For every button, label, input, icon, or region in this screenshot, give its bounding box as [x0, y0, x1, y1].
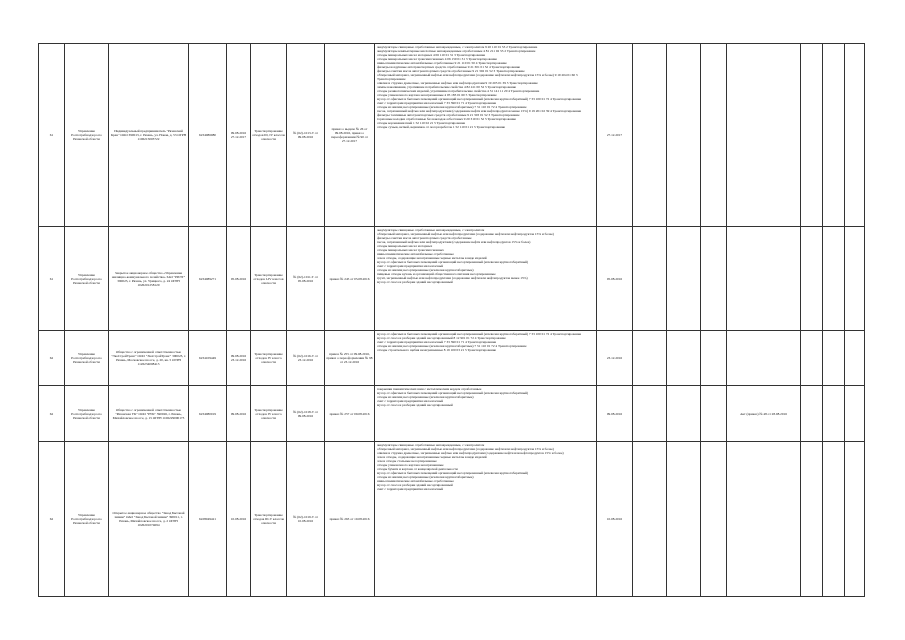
waste-item: покрышки пневматических шин с металлическим кордом отработанные	[377, 387, 482, 391]
registry-table	[38, 43, 865, 597]
row-number: 61	[39, 44, 65, 227]
note-cell	[727, 44, 801, 227]
authority-cell: Управление Роспотребнадзора по Рязанской области	[65, 227, 109, 331]
extra-date-cell: 23.12.2016	[597, 331, 633, 386]
table-row	[39, 442, 865, 597]
owner-cell: Индивидуальный предприниматель "Рязанский Кран" ООО 390013, г. Рязань, ул. Новая, д. 53 ОГРН 1106215003722	[109, 44, 189, 227]
note-cell: Акт (приказ) № 48 от 28.08.2016	[727, 386, 801, 442]
waste-item: аккумуляторы свинцовые отработанные неповрежденные, с электролитом	[377, 228, 485, 232]
waste-item: смет с территории предприятия малоопасный	[377, 264, 444, 268]
row-number: 62	[39, 442, 65, 597]
empty-cell	[845, 331, 865, 386]
waste-item: отходы минеральных масел трансмиссионных 4 06 150 01 31 3 Транспортирование	[377, 57, 497, 61]
empty-cell	[633, 386, 667, 442]
empty-cell	[667, 227, 701, 331]
inn-cell: 6234089271	[189, 227, 227, 331]
inn-cell: 6234109449	[189, 331, 227, 386]
waste-item: смет с территории предприятия малоопасный	[377, 399, 444, 403]
order-cell: приказ № 263 от 10.08.2016	[325, 442, 375, 597]
empty-cell	[667, 331, 701, 386]
waste-items-cell	[375, 227, 597, 331]
waste-item: отходы из жилищ несортированные (исключая крупногабаритные) 7 31 110 01 72 4 Транспортирование	[377, 344, 527, 348]
waste-item: мусор от офисных и бытовых помещений организаций несортированный (исключая крупногабаритный) 7 33 100 01 72 4 Транспортирование	[377, 97, 582, 101]
extra-date-cell: 09.08.2016	[597, 386, 633, 442]
waste-item: лампы накаливания, утратившие потребительские свойства 4 82 411 00 52 5 Транспортирование	[377, 85, 517, 89]
authority-cell: Управление Роспотребнадзора по Рязанской области	[65, 442, 109, 597]
waste-item: отходы из жилищ несортированные (исключая крупногабаритные)	[377, 395, 474, 399]
activity-cell: Транспортирование отходов IV класса опасности	[251, 386, 287, 442]
waste-item: мусор от офисных и бытовых помещений организаций несортированный (исключая крупногабаритный)	[377, 471, 529, 475]
waste-item: отходы минеральных масел моторных 4 06 110 01 31 3 Транспортирование	[377, 53, 486, 57]
waste-item: песок, загрязненный нефтью или нефтепродуктами (содержание нефти или нефтепродуктов менее 15%) 9 19 201 02 39 4 Транспортирование	[377, 109, 582, 113]
waste-item: отходы минеральных масел трансмиссионных	[377, 248, 444, 252]
empty-cell	[667, 442, 701, 597]
inn-cell: 6228049421	[189, 442, 227, 597]
waste-item: пищевые отходы кухонь и организаций общественного питания несортированные	[377, 272, 496, 276]
owner-cell: Открытое акционерное общество "Завод Бытовой химии" ОАО "Завод Бытовой химии" 390011, г. Рязань, Михайловское шоссе, д. 2 ОГРН 1026201074694	[109, 442, 189, 597]
waste-item: тормозные колодки отработанные без накладок асбестовых 9 20 310 01 52 5 Транспортирование	[377, 117, 516, 121]
waste-item: обтирочный материал, загрязненный нефтью или нефтепродуктами (содержание нефти или нефтепродуктов 15% и более)	[377, 447, 554, 451]
empty-cell	[845, 227, 865, 331]
waste-item: обтирочный материал, загрязненный нефтью или нефтепродуктами (содержание нефти или нефтепродуктов 15% и более)	[377, 232, 554, 236]
waste-items-cell	[375, 386, 597, 442]
row-number: 61	[39, 227, 65, 331]
waste-item: аккумуляторы компьютерные кислотные неповрежденные отработанные 4 81 211 02 53 2 Транспортирование	[377, 49, 536, 53]
waste-item: мусор от офисных и бытовых помещений организаций несортированный (исключая крупногабаритный) 7 33 100 01 72 4 Транспортирование	[377, 332, 582, 336]
waste-item: лом и отходы, содержащие незагрязненные черные металлы в виде изделий	[377, 455, 487, 459]
waste-item: мусор от сноса и разборки зданий несортированный	[377, 403, 453, 407]
date-cell: 10.08.2016	[227, 442, 251, 597]
owner-cell: Общество с ограниченной ответственностью "ЭкоСтройТранс" ООО "ЭкоСтройТранс" 390023, г. Рязань, Московское шоссе, д. 20, кв. 5 ОГРН 1126234008413	[109, 331, 189, 386]
empty-cell	[633, 442, 667, 597]
owner-cell: Общество с ограниченной ответственностью "Рязанская УК" ООО "РУК" 390026, г. Рязань, Михайловское шоссе, д. 15 ОГРН 1106229000173	[109, 386, 189, 442]
empty-cell	[701, 227, 727, 331]
inn-cell: 6234086080	[189, 44, 227, 227]
waste-item: фильтры топливные автотранспортных средств отработанные 9 21 303 01 52 3 Транспортирование	[377, 113, 520, 117]
order-cell: приказ о выдаче № 26 от 09.08.2016, приказ о переоформлении № 90 от 27.12.2017	[325, 44, 375, 227]
registration-cell: № (62)-1011-Т от 05.08.2016	[287, 227, 325, 331]
waste-item: фильтры воздушные автотранспортных средств отработанные 9 21 301 01 52 4 Транспортирование	[377, 65, 521, 69]
waste-item: фильтры очистки масла автотранспортных средств отработанные 9 21 302 01 52 3 Транспортирование	[377, 69, 525, 73]
waste-item: отходы резинотехнических изделий, утратившие потребительские свойства 4 31 141 11 20 4 Транспортирование	[377, 89, 540, 93]
order-cell: приказ № 257 от 09.08.2016	[325, 386, 375, 442]
registry-sheet	[38, 43, 865, 597]
authority-cell: Управление Роспотребнадзора по Рязанской области	[65, 386, 109, 442]
waste-item: отходы из жилищ несортированные (исключая крупногабаритные) 7 31 110 01 72 4 Транспортирование	[377, 105, 527, 109]
waste-item: смет с территории предприятия малоопасный 7 33 390 01 71 4 Транспортирование	[377, 101, 497, 105]
empty-cell	[823, 386, 845, 442]
waste-item: мусор от сноса и разборки зданий несортированный	[377, 483, 453, 487]
empty-cell	[633, 331, 667, 386]
table-row	[39, 227, 865, 331]
registration-cell: № (62)-1013-Т от 09.08.2016	[287, 44, 325, 227]
empty-cell	[701, 331, 727, 386]
waste-item: мусор от офисных и бытовых помещений организаций несортированный (исключая крупногабаритный)	[377, 260, 529, 264]
inn-cell: 6234080019	[189, 386, 227, 442]
waste-item: смет с территории предприятия малоопасный 7 33 390 01 71 4 Транспортирование	[377, 340, 497, 344]
empty-cell	[823, 442, 845, 597]
extra-date-cell: 05.08.2016	[597, 227, 633, 331]
waste-item: опилки и стружка древесные, загрязненные нефтью или нефтепродуктами (содержание нефти или нефтепродуктов 15% и более)	[377, 451, 564, 455]
waste-items-cell	[375, 331, 597, 386]
date-cell: 09.08.2016 27.12.2017	[227, 44, 251, 227]
owner-cell: Закрытое акционерное общество «Управление жилищно-коммунального хозяйства» ЗАО "РИЭТ" 390023, г. Рязань, ул. Урицкого, д. 24 ОГРН 1026201258120	[109, 227, 189, 331]
registration-cell: № (62)-1019-Т от 10.08.2016	[287, 442, 325, 597]
waste-item: песок, загрязненный нефтью или нефтепродуктами (содержание нефти или нефтепродуктов 15% и более)	[377, 240, 531, 244]
table-row	[39, 44, 865, 227]
activity-cell: Транспортирование отходов I-IV классов опасности	[251, 227, 287, 331]
empty-cell	[801, 442, 823, 597]
authority-cell: Управление Роспотребнадзора по Рязанской области	[65, 44, 109, 227]
order-cell: приказ № 245 от 05.08.2016	[325, 227, 375, 331]
waste-item: фильтры очистки масла автотранспортных средств отработанные	[377, 236, 472, 240]
activity-cell: Транспортирование отходов IV класса опасности	[251, 331, 287, 386]
registration-cell: № (62)-1018-Т от 09.08.2016	[287, 386, 325, 442]
waste-item: отходы минеральных масел моторных	[377, 244, 433, 248]
note-cell	[727, 442, 801, 597]
waste-item: отходы из жилищ несортированные (исключая крупногабаритные)	[377, 268, 474, 272]
waste-item: мусор от сноса и разборки зданий несортированный	[377, 280, 453, 284]
table-row	[39, 386, 865, 442]
waste-item: аккумуляторы свинцовые отработанные неповрежденные, с электролитом 9 20 110 01 53 2 Транспортирование	[377, 45, 538, 49]
registration-cell: № (62)-1016-Т от 23.12.2016	[287, 331, 325, 386]
waste-item: отходы из жилищ несортированные (исключая крупногабаритные)	[377, 475, 474, 479]
extra-date-cell: 27.12.2017	[597, 44, 633, 227]
note-cell	[727, 227, 801, 331]
empty-cell	[801, 227, 823, 331]
waste-items-cell	[375, 44, 597, 227]
waste-item: мусор от офисных и бытовых помещений организаций несортированный (исключая крупногабаритный)	[377, 391, 529, 395]
waste-item: отходы упаковочного картона незагрязненные	[377, 463, 444, 467]
order-cell: приказ № 255 от 09.08.2016, приказ о переоформлении № 98 от 23.12.2016	[325, 331, 375, 386]
date-cell: 05.08.2016	[227, 227, 251, 331]
extra-date-cell: 10.08.2016	[597, 442, 633, 597]
waste-item: лом и отходы, содержащие незагрязненные черные металлы в виде изделий	[377, 256, 487, 260]
empty-cell	[701, 44, 727, 227]
empty-cell	[801, 386, 823, 442]
table-row	[39, 331, 865, 386]
date-cell: 09.08.2016 23.12.2016	[227, 331, 251, 386]
empty-cell	[845, 44, 865, 227]
waste-item: отходы корчевания пней 1 52 110 02 21 5 Транспортирование	[377, 121, 466, 125]
empty-cell	[667, 386, 701, 442]
waste-item: шины пневматические автомобильные отработанные	[377, 252, 454, 256]
waste-item: шины пневматические автомобильные отработанные 9 21 110 01 50 4 Транспортирование	[377, 61, 507, 65]
authority-cell: Управление Роспотребнадзора по Рязанской области	[65, 331, 109, 386]
row-number: 62	[39, 386, 65, 442]
empty-cell	[667, 44, 701, 227]
empty-cell	[801, 44, 823, 227]
row-number: 62	[39, 331, 65, 386]
empty-cell	[701, 442, 727, 597]
empty-cell	[633, 44, 667, 227]
waste-item: шины пневматические автомобильные отработанные	[377, 479, 454, 483]
waste-item: смет с территории предприятия малоопасный	[377, 487, 444, 491]
waste-item: аккумуляторы свинцовые отработанные неповрежденные, с электролитом	[377, 443, 485, 447]
empty-cell	[845, 386, 865, 442]
waste-item: отходы сучьев, ветвей, вершинок от лесоразработок 1 52 110 01 21 5 Транспортирование	[377, 125, 506, 129]
waste-item: лом и отходы стальные несортированные	[377, 459, 437, 463]
waste-item: отходы строительного щебня незагрязненные 8 19 100 03 21 5 Транспортирование	[377, 348, 497, 352]
waste-item: обтирочный материал, загрязненный нефтью или нефтепродуктами (содержание нефти или нефтепродуктов 15% и более) 9 19 204 01 60 3 Транспортирование	[377, 73, 578, 81]
waste-item: опилки и стружка древесные, загрязненные нефтью или нефтепродуктами 9 19 205 01 39 3 Транспортирование	[377, 81, 538, 85]
empty-cell	[823, 331, 845, 386]
empty-cell	[701, 386, 727, 442]
note-cell	[727, 331, 801, 386]
empty-cell	[801, 331, 823, 386]
waste-item: отходы упаковочного картона незагрязненные 4 05 183 01 60 5 Транспортирование	[377, 93, 497, 97]
waste-item: отходы бумаги и картона от канцелярской деятельности	[377, 467, 458, 471]
empty-cell	[845, 442, 865, 597]
empty-cell	[823, 44, 845, 227]
empty-cell	[823, 227, 845, 331]
empty-cell	[633, 227, 667, 331]
waste-items-cell	[375, 442, 597, 597]
waste-item: грунт, загрязненный нефтью или нефтепродуктами (содержание нефти или нефтепродуктов менее 15%)	[377, 276, 528, 280]
waste-item: мусор от сноса и разборки зданий несортированный 8 12 901 01 72 4 Транспортирование	[377, 336, 506, 340]
activity-cell: Транспортирование отходов III-V классов опасности	[251, 442, 287, 597]
activity-cell: Транспортирование отходов III, IV классов опасности	[251, 44, 287, 227]
date-cell: 09.08.2016	[227, 386, 251, 442]
